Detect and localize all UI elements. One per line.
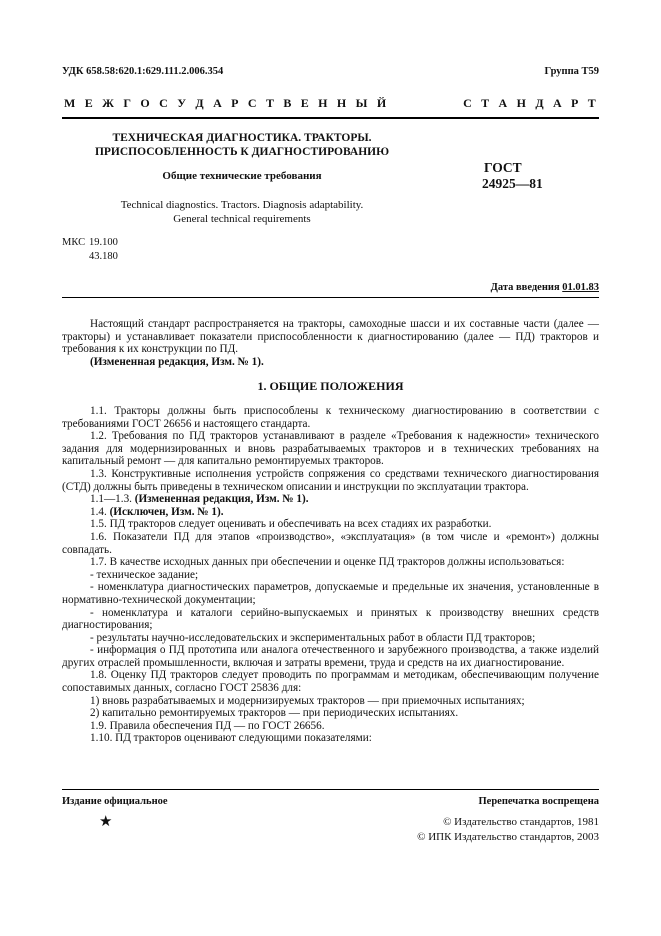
clause-1-4-number: 1.4. <box>90 505 107 518</box>
banner-standard: С Т А Н Д А Р Т <box>463 96 599 110</box>
clause-1-3: 1.3. Конструктивные исполнения устройств сопряжения со средствами технического диагностирования (СТД) должны быть приведены в техническом описании и инструкции по эксплуатации трактора. <box>62 467 599 493</box>
title-line-1: ТЕХНИЧЕСКАЯ ДИАГНОСТИКА. ТРАКТОРЫ. <box>112 132 372 144</box>
clause-1-8: 1.8. Оценку ПД тракторов следует проводить по программам и методикам, обеспечивающим получение сопоставимых данных, согласно ГОСТ 25836 для: <box>62 669 599 695</box>
group-code: Группа Т59 <box>544 66 599 77</box>
clause-1-6: 1.6. Показатели ПД для этапов «производство», «эксплуатация» (в том числе и «ремонт») должны совпадать. <box>62 530 599 556</box>
document-subtitle: Общие технические требования <box>162 170 322 182</box>
clause-1-7-item-3: - номенклатура и каталоги серийно-выпускаемых и принятых к производству внешних средств диагностирования; <box>62 606 599 632</box>
clause-1-4 <box>62 506 599 519</box>
clause-1-5: 1.5. ПД тракторов следует оценивать и обеспечивать на всех стадиях их разработки. <box>90 518 492 531</box>
clause-1-9: 1.9. Правила обеспечения ПД — по ГОСТ 26656. <box>90 719 325 732</box>
document-title <box>62 131 422 159</box>
section-1-heading: 1. ОБЩИЕ ПОЛОЖЕНИЯ <box>257 379 404 393</box>
clause-1-7-item-1: - техническое задание; <box>90 568 199 581</box>
gost-designation <box>482 160 543 192</box>
preamble-amendment: (Измененная редакция, Изм. № 1). <box>90 355 264 368</box>
clause-1-7-item-2: - номенклатура диагностических параметров, допускаемые и предельные их значения, установленные в нормативно-технической документации; <box>62 581 599 606</box>
banner-rule <box>62 117 599 119</box>
preamble <box>62 318 599 368</box>
banner-interstate: М Е Ж Г О С У Д А Р С Т В Е Н Н Ы Й <box>64 96 390 110</box>
clause-1-2: 1.2. Требования по ПД тракторов устанавливают в разделе «Требования к надежности» технического задания для модернизированных и вновь разрабатываемых тракторов и в технических требованиях на капитальный ремонт — для капитально ремонтируемых тракторов. <box>62 430 599 468</box>
copyright-2003: © ИПК Издательство стандартов, 2003 <box>417 831 599 843</box>
gost-number: 24925—81 <box>482 176 543 191</box>
english-title <box>62 198 422 226</box>
mks-code-1: 19.100 <box>89 237 118 248</box>
udk-code: УДК 658.58:620.1:629.111.2.006.354 <box>62 66 224 77</box>
section-1-body <box>62 405 599 745</box>
title-line-2: ПРИСПОСОБЛЕННОСТЬ К ДИАГНОСТИРОВАНИЮ <box>94 146 390 158</box>
clause-1-8-item-1: 1) вновь разрабатываемых и модернизируемых тракторов — при приемочных испытаниях; <box>90 694 525 707</box>
copyright-1981: © Издательство стандартов, 1981 <box>443 816 599 828</box>
mks-label: МКС <box>62 237 86 248</box>
preamble-text: Настоящий стандарт распространяется на тракторы, самоходные шасси и их составные части (далее — тракторы) и устанавливает показатели приспособленности к диагностированию (далее — ПД) тракторов и требования к их конструкции по ПД. <box>62 318 599 356</box>
introduction-date <box>491 282 599 293</box>
official-edition: Издание официальное <box>62 796 168 807</box>
clause-1-4-note: (Исключен, Изм. № 1). <box>109 505 224 518</box>
english-title-line-2: General technical requirements <box>173 213 311 225</box>
clause-1-10: 1.10. ПД тракторов оценивают следующими показателями: <box>90 732 372 745</box>
gost-label: ГОСТ <box>484 160 522 175</box>
mks-code-2: 43.180 <box>89 251 118 262</box>
star-icon: ★ <box>99 814 113 830</box>
reprint-prohibited: Перепечатка воспрещена <box>478 796 599 807</box>
clause-1-7-item-4: - результаты научно-исследовательских и экспериментальных работ в области ПД тракторов; <box>90 631 536 644</box>
clause-1-8-item-2: 2) капитально ремонтируемых тракторов — при периодических испытаниях. <box>90 707 459 720</box>
clause-1-1: 1.1. Тракторы должны быть приспособлены к техническому диагностированию в соответствии с требованиями ГОСТ 26656 и настоящего стандарта. <box>62 405 599 430</box>
clause-1-1-1-3-amendment <box>62 493 599 506</box>
clause-1-1-1-3-number: 1.1—1.3. <box>90 493 132 506</box>
footer-rule <box>62 789 599 790</box>
date-rule <box>62 297 599 298</box>
clause-1-7-item-5: - информация о ПД прототипа или аналога отечественного и зарубежного производства, а также изделий других отраслей промышленности, включая и затраты времени, труда и средств на их диагностирование. <box>62 644 599 669</box>
introduction-date-label: Дата введения <box>490 282 560 293</box>
clause-1-1-1-3-note: (Измененная редакция, Изм. № 1). <box>134 493 309 506</box>
english-title-line-1: Technical diagnostics. Tractors. Diagnosis adaptability. <box>120 199 364 211</box>
clause-1-7: 1.7. В качестве исходных данных при обеспечении и оценке ПД тракторов должны использоваться: <box>90 556 565 569</box>
introduction-date-value: 01.01.83 <box>562 282 599 293</box>
